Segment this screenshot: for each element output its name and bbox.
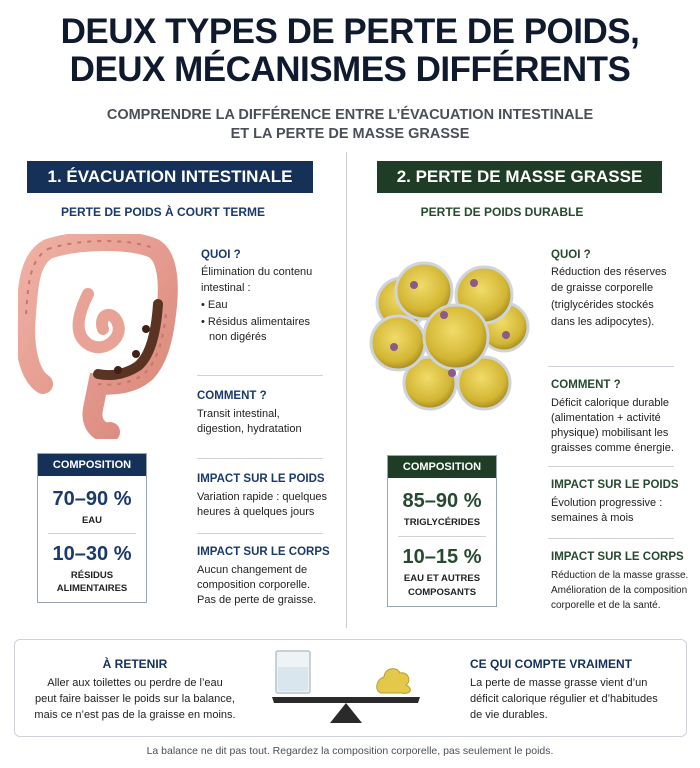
subtitle-line-2: ET LA PERTE DE MASSE GRASSE	[230, 126, 470, 142]
right-quoi-line-2: de graisse corporelle	[551, 282, 654, 294]
retenir-line-1: Aller aux toilettes ou perdre de l’eau	[47, 677, 223, 689]
left-impact-corps-line-3: Pas de perte de graisse.	[197, 594, 317, 606]
page-title-line-1: DEUX TYPES DE PERTE DE POIDS,	[60, 12, 640, 51]
left-quoi-line-2: intestinal :	[201, 282, 251, 294]
right-comment-line-2: (alimentation + activité	[551, 412, 661, 424]
column-divider	[346, 152, 347, 628]
right-subhead: PERTE DE POIDS DURABLE	[420, 205, 584, 219]
left-quoi-bullet-2a: • Résidus alimentaires	[201, 316, 311, 328]
right-rule-2	[548, 466, 674, 467]
retenir-line-3: mais ce n’est pas de la graisse en moins.	[34, 709, 236, 721]
right-composition-value-1: 85–90 %	[402, 490, 482, 512]
fat-cells-illustration	[364, 255, 534, 415]
retenir-label: À RETENIR	[102, 657, 168, 671]
right-rule-3	[548, 538, 674, 539]
right-quoi-line-3: (triglycérides stockés	[551, 299, 654, 311]
left-composition-label-2b: ALIMENTAIRES	[56, 583, 128, 594]
left-subhead: PERTE DE POIDS À COURT TERME	[60, 205, 266, 219]
left-impact-corps-line-1: Aucun changement de	[197, 564, 308, 576]
intestine-illustration	[18, 234, 178, 439]
right-composition-header: COMPOSITION	[388, 456, 496, 478]
left-composition-label-1: EAU	[81, 515, 103, 526]
right-impact-corps-line-3: corporelle et de la santé.	[551, 600, 661, 611]
left-quoi-label: QUOI ?	[201, 249, 241, 261]
balance-scale-illustration	[266, 645, 426, 727]
left-rule-3	[197, 533, 323, 534]
compte-line-3: de vie durables.	[470, 709, 548, 721]
right-impact-poids-line-2: semaines à mois	[551, 512, 634, 524]
left-quoi-line-1: Élimination du contenu	[201, 266, 313, 278]
compte-line-2: déficit calorique régulier et d’habitudes	[470, 693, 658, 705]
footer-note: La balance ne dit pas tout. Regardez la composition corporelle, pas seulement le poids.	[146, 745, 554, 757]
right-comment-line-1: Déficit calorique durable	[551, 397, 670, 409]
left-composition-header: COMPOSITION	[38, 454, 146, 476]
compte-line-1: La perte de masse grasse vient d’un	[470, 677, 648, 689]
right-composition-divider	[398, 536, 486, 537]
right-rule-1	[548, 366, 674, 367]
left-impact-poids-label: IMPACT SUR LE POIDS	[197, 473, 325, 485]
page-title-line-2: DEUX MÉCANISMES DIFFÉRENTS	[69, 50, 631, 89]
left-composition-value-2: 10–30 %	[52, 543, 132, 565]
left-banner: 1. ÉVACUATION INTESTINALE	[27, 161, 313, 193]
right-comment-line-3: physique) mobilisant les	[551, 427, 669, 439]
left-composition-divider	[48, 533, 136, 534]
left-impact-corps-label: IMPACT SUR LE CORPS	[197, 546, 330, 558]
left-impact-poids-line-2: heures à quelques jours	[197, 506, 315, 518]
left-quoi-bullet-2b: non digérés	[209, 331, 267, 343]
left-rule-2	[197, 458, 323, 459]
right-quoi-label: QUOI ?	[551, 249, 591, 261]
right-banner: 2. PERTE DE MASSE GRASSE	[377, 161, 662, 193]
left-composition-value-1: 70–90 %	[52, 488, 132, 510]
right-quoi-line-4: dans les adipocytes).	[551, 316, 655, 328]
left-rule-1	[197, 375, 323, 376]
left-impact-corps-line-2: composition corporelle.	[197, 579, 311, 591]
right-impact-corps-line-1: Réduction de la masse grasse.	[551, 570, 689, 581]
right-impact-corps-line-2: Amélioration de la composition	[551, 585, 688, 596]
right-impact-poids-label: IMPACT SUR LE POIDS	[551, 479, 679, 491]
right-composition-label-2a: EAU ET AUTRES	[403, 573, 481, 584]
right-comment-label: COMMENT ?	[551, 379, 621, 391]
left-comment-line-1: Transit intestinal,	[197, 408, 280, 420]
retenir-line-2: peut faire baisser le poids sur la balance,	[35, 693, 235, 705]
right-impact-corps-label: IMPACT SUR LE CORPS	[551, 551, 684, 563]
right-composition-value-2: 10–15 %	[402, 546, 482, 568]
right-quoi-line-1: Réduction des réserves	[551, 266, 667, 278]
right-comment-line-4: graisses comme énergie.	[551, 442, 674, 454]
left-impact-poids-line-1: Variation rapide : quelques	[197, 491, 328, 503]
right-composition-box	[387, 455, 497, 607]
right-composition-label-1: TRIGLYCÉRIDES	[403, 517, 481, 528]
left-quoi-bullet-1: • Eau	[201, 299, 228, 311]
left-comment-label: COMMENT ?	[197, 390, 267, 402]
left-composition-box	[37, 453, 147, 603]
left-composition-label-2a: RÉSIDUS	[70, 570, 114, 581]
compte-label: CE QUI COMPTE VRAIMENT	[470, 657, 633, 671]
right-composition-label-2b: COMPOSANTS	[407, 587, 477, 598]
subtitle-line-1: COMPRENDRE LA DIFFÉRENCE ENTRE L’ÉVACUATION INTESTINALE	[106, 107, 594, 123]
right-impact-poids-line-1: Évolution progressive :	[551, 497, 663, 509]
left-comment-line-2: digestion, hydratation	[197, 423, 302, 435]
